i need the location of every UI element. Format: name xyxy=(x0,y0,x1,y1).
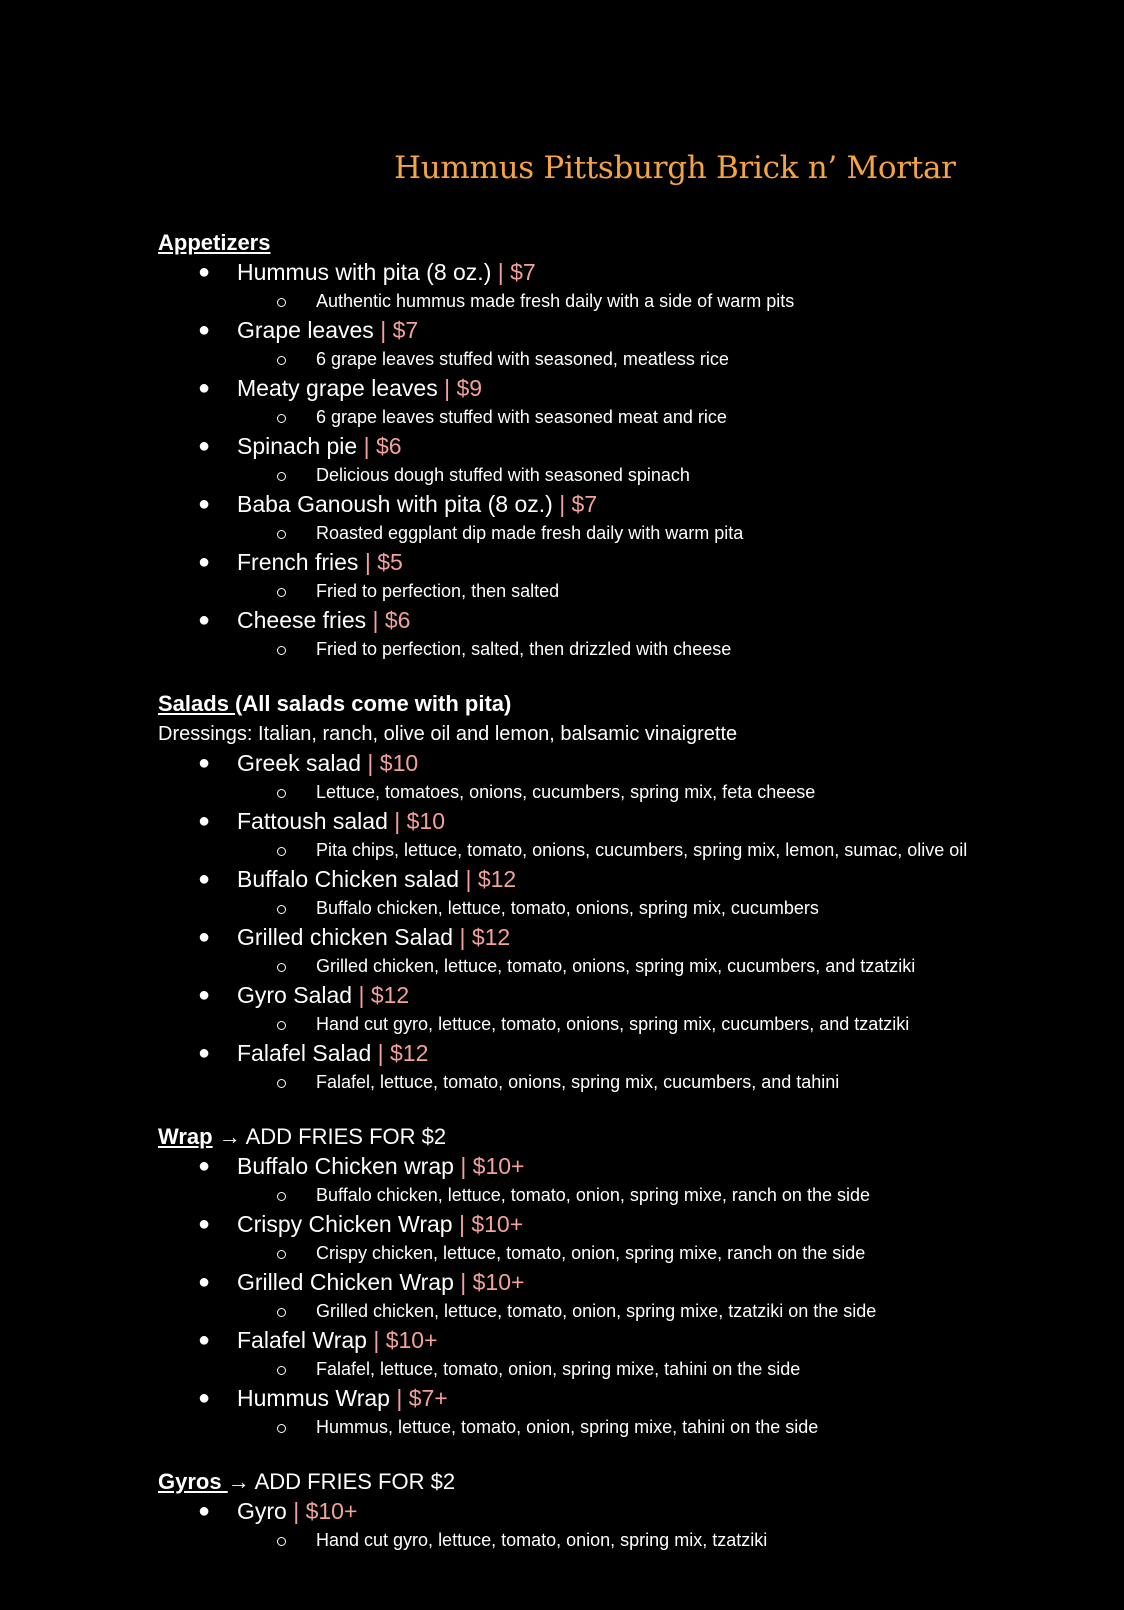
item-price: | $10 xyxy=(394,808,446,834)
item-description xyxy=(158,1181,1058,1210)
hollow-bullet-icon xyxy=(277,298,286,307)
item-price: | $7 xyxy=(559,491,598,517)
menu-title: Hummus Pittsburgh Brick n’ Mortar xyxy=(394,150,956,186)
item-description-text: Delicious dough stuffed with seasoned spinach xyxy=(316,465,690,485)
bullet-icon: ● xyxy=(198,1500,211,1522)
menu-item xyxy=(158,606,1058,635)
hollow-bullet-icon xyxy=(277,1366,286,1375)
section-salads-header xyxy=(158,689,1058,719)
bullet-icon: ● xyxy=(198,1387,211,1409)
item-description xyxy=(158,287,1058,316)
hollow-bullet-icon xyxy=(277,414,286,423)
item-name: Falafel Salad xyxy=(237,1040,372,1066)
hollow-bullet-icon xyxy=(277,1537,286,1546)
item-description xyxy=(158,894,1058,923)
item-description-text: Hand cut gyro, lettuce, tomato, onions, spring mix, cucumbers, and tzatziki xyxy=(316,1014,910,1034)
item-description-text: Fried to perfection, then salted xyxy=(316,581,560,601)
hollow-bullet-icon xyxy=(277,1250,286,1259)
bullet-icon: ● xyxy=(198,493,211,515)
section-title: Salads xyxy=(158,691,236,716)
hollow-bullet-icon xyxy=(277,472,286,481)
item-price: | $10 xyxy=(367,750,419,776)
item-price: | $6 xyxy=(372,607,411,633)
item-price: | $7+ xyxy=(396,1385,448,1411)
menu-item xyxy=(158,749,1058,778)
hollow-bullet-icon xyxy=(277,1192,286,1201)
bullet-icon: ● xyxy=(198,609,211,631)
menu-item xyxy=(158,1268,1058,1297)
section-note: (All salads come with pita) xyxy=(235,691,512,716)
item-description xyxy=(158,577,1058,606)
section-title: Gyros xyxy=(158,1469,228,1494)
section-appetizers-header xyxy=(158,228,1058,258)
menu-item xyxy=(158,1326,1058,1355)
item-description-text: Lettuce, tomatoes, onions, cucumbers, spring mix, feta cheese xyxy=(316,782,816,802)
menu-item xyxy=(158,981,1058,1010)
bullet-icon: ● xyxy=(198,377,211,399)
hollow-bullet-icon xyxy=(277,847,286,856)
menu-item xyxy=(158,432,1058,461)
item-description xyxy=(158,519,1058,548)
section-gap xyxy=(158,1442,1058,1467)
bullet-icon: ● xyxy=(198,261,211,283)
item-price: | $10+ xyxy=(458,1211,524,1237)
menu-item xyxy=(158,1039,1058,1068)
item-name: Greek salad xyxy=(237,750,362,776)
item-description xyxy=(158,1239,1058,1268)
section-note: → ADD FRIES FOR $2 xyxy=(212,1124,447,1149)
item-name: French fries xyxy=(237,549,359,575)
salads-list xyxy=(158,749,1058,1097)
item-description-text: Fried to perfection, salted, then drizzled with cheese xyxy=(316,639,732,659)
item-name: Baba Ganoush with pita (8 oz.) xyxy=(237,491,553,517)
item-description-text: Buffalo chicken, lettuce, tomato, onion, spring mixe, ranch on the side xyxy=(316,1185,870,1205)
bullet-icon: ● xyxy=(198,1042,211,1064)
item-description-text: Pita chips, lettuce, tomato, onions, cucumbers, spring mix, lemon, sumac, olive oil xyxy=(316,840,968,860)
menu-item xyxy=(158,807,1058,836)
item-price: | $10+ xyxy=(373,1327,438,1353)
item-description-text: Falafel, lettuce, tomato, onion, spring mixe, tahini on the side xyxy=(316,1359,801,1379)
item-description xyxy=(158,1297,1058,1326)
hollow-bullet-icon xyxy=(277,646,286,655)
menu-item xyxy=(158,923,1058,952)
bullet-icon: ● xyxy=(198,319,211,341)
bullet-icon: ● xyxy=(198,1155,211,1177)
item-description xyxy=(158,778,1058,807)
bullet-icon: ● xyxy=(198,926,211,948)
item-name: Grilled chicken Salad xyxy=(237,924,454,950)
hollow-bullet-icon xyxy=(277,1021,286,1030)
item-description-text: Crispy chicken, lettuce, tomato, onion, spring mixe, ranch on the side xyxy=(316,1243,866,1263)
menu-item xyxy=(158,490,1058,519)
item-description xyxy=(158,1068,1058,1097)
item-price: | $12 xyxy=(465,866,517,892)
menu-item xyxy=(158,374,1058,403)
section-gap xyxy=(158,1097,1058,1122)
item-name: Gyro xyxy=(237,1498,287,1524)
hollow-bullet-icon xyxy=(277,356,286,365)
bullet-icon: ● xyxy=(198,1213,211,1235)
appetizers-list xyxy=(158,258,1058,664)
item-name: Cheese fries xyxy=(237,607,367,633)
section-note: → ADD FRIES FOR $2 xyxy=(227,1469,456,1494)
item-price: | $12 xyxy=(358,982,410,1008)
menu-item xyxy=(158,548,1058,577)
item-price: | $10+ xyxy=(293,1498,358,1524)
hollow-bullet-icon xyxy=(277,588,286,597)
item-name: Spinach pie xyxy=(237,433,358,459)
item-description-text: Hummus, lettuce, tomato, onion, spring mixe, tahini on the side xyxy=(316,1417,819,1437)
hollow-bullet-icon xyxy=(277,789,286,798)
item-price: | $7 xyxy=(380,317,419,343)
item-name: Grape leaves xyxy=(237,317,374,343)
section-gyros-header xyxy=(158,1467,1058,1497)
item-price: | $10+ xyxy=(460,1153,525,1179)
item-description xyxy=(158,461,1058,490)
hollow-bullet-icon xyxy=(277,1308,286,1317)
item-price: | $9 xyxy=(444,375,483,401)
item-description xyxy=(158,1413,1058,1442)
item-description-text: Falafel, lettuce, tomato, onions, spring mix, cucumbers, and tahini xyxy=(316,1072,840,1092)
item-description-text: Roasted eggplant dip made fresh daily with warm pita xyxy=(316,523,744,543)
bullet-icon: ● xyxy=(198,1271,211,1293)
hollow-bullet-icon xyxy=(277,1424,286,1433)
item-description xyxy=(158,1355,1058,1384)
item-price: | $12 xyxy=(459,924,511,950)
section-title: Wrap xyxy=(158,1124,213,1149)
hollow-bullet-icon xyxy=(277,1079,286,1088)
item-name: Grilled Chicken Wrap xyxy=(237,1269,454,1295)
bullet-icon: ● xyxy=(198,810,211,832)
dressings-line: Dressings: Italian, ranch, olive oil and lemon, balsamic vinaigrette xyxy=(158,723,738,745)
hollow-bullet-icon xyxy=(277,530,286,539)
bullet-icon: ● xyxy=(198,752,211,774)
menu-item xyxy=(158,1210,1058,1239)
gyros-list xyxy=(158,1497,1058,1555)
item-name: Buffalo Chicken wrap xyxy=(237,1153,454,1179)
item-name: Hummus Wrap xyxy=(237,1385,390,1411)
bullet-icon: ● xyxy=(198,435,211,457)
item-price: | $7 xyxy=(497,259,536,285)
section-wrap-header xyxy=(158,1122,1058,1152)
item-description-text: 6 grape leaves stuffed with seasoned, meatless rice xyxy=(316,349,729,369)
item-description xyxy=(158,952,1058,981)
item-description-text: Grilled chicken, lettuce, tomato, onions, spring mix, cucumbers, and tzatziki xyxy=(316,956,916,976)
item-name: Fattoush salad xyxy=(237,808,388,834)
item-price: | $12 xyxy=(377,1040,429,1066)
item-name: Crispy Chicken Wrap xyxy=(237,1211,453,1237)
menu-item xyxy=(158,258,1058,287)
bullet-icon: ● xyxy=(198,984,211,1006)
item-price: | $10+ xyxy=(460,1269,525,1295)
item-description-text: Hand cut gyro, lettuce, tomato, onion, spring mix, tzatziki xyxy=(316,1530,768,1550)
item-name: Buffalo Chicken salad xyxy=(237,866,460,892)
hollow-bullet-icon xyxy=(277,963,286,972)
menu-item xyxy=(158,1497,1058,1526)
item-price: | $5 xyxy=(364,549,403,575)
menu-item xyxy=(158,1384,1058,1413)
item-description xyxy=(158,635,1058,664)
item-description-text: Buffalo chicken, lettuce, tomato, onions, spring mix, cucumbers xyxy=(316,898,819,918)
bullet-icon: ● xyxy=(198,551,211,573)
section-title: Appetizers xyxy=(158,230,271,255)
item-name: Gyro Salad xyxy=(237,982,353,1008)
item-description-text: Authentic hummus made fresh daily with a side of warm pits xyxy=(316,291,795,311)
bullet-icon: ● xyxy=(198,1329,211,1351)
section-gap xyxy=(158,664,1058,689)
item-description xyxy=(158,836,1058,865)
menu-item xyxy=(158,865,1058,894)
wrap-list xyxy=(158,1152,1058,1442)
item-name: Meaty grape leaves xyxy=(237,375,438,401)
item-name: Falafel Wrap xyxy=(237,1327,367,1353)
hollow-bullet-icon xyxy=(277,905,286,914)
item-description-text: Grilled chicken, lettuce, tomato, onion, spring mixe, tzatziki on the side xyxy=(316,1301,877,1321)
item-description xyxy=(158,1010,1058,1039)
item-description-text: 6 grape leaves stuffed with seasoned meat and rice xyxy=(316,407,727,427)
item-description xyxy=(158,403,1058,432)
bullet-icon: ● xyxy=(198,868,211,890)
menu-item xyxy=(158,316,1058,345)
menu-item xyxy=(158,1152,1058,1181)
item-description xyxy=(158,1526,1058,1555)
menu-content xyxy=(158,228,1058,1555)
item-price: | $6 xyxy=(363,433,402,459)
item-description xyxy=(158,345,1058,374)
item-name: Hummus with pita (8 oz.) xyxy=(237,259,492,285)
